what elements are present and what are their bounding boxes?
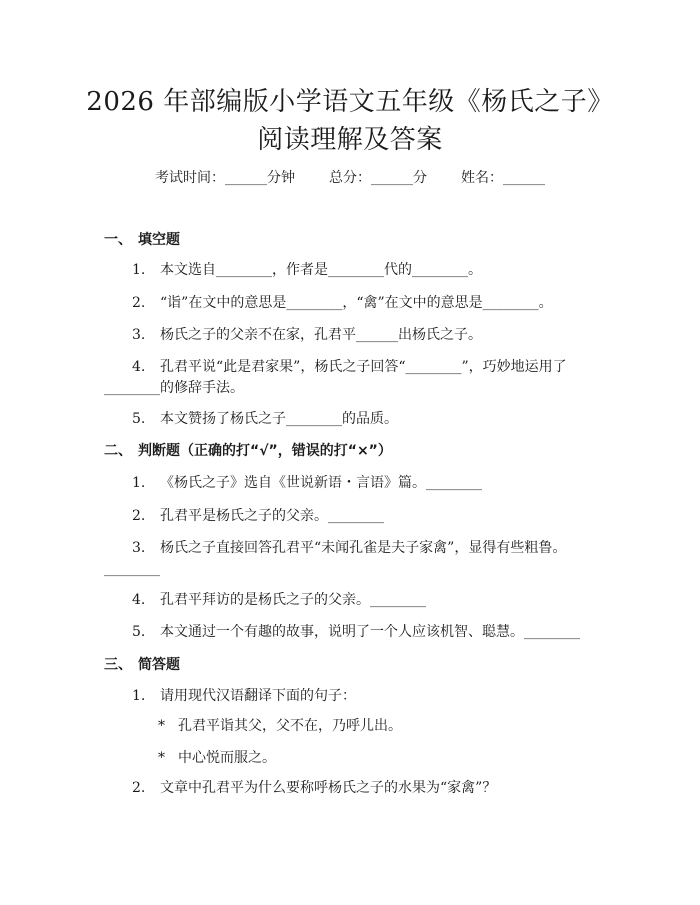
exam-score: 总分：______分 — [329, 170, 427, 186]
page-title-line-2: 阅读理解及答案 — [257, 125, 443, 155]
question-text: 请用现代汉语翻译下面的句子： — [160, 688, 356, 704]
question-number: 4. — [132, 359, 146, 375]
question-text: 杨氏之子直接回答孔君平“未闻孔雀是夫子家禽”，显得有些粗鲁。 — [160, 540, 567, 556]
section-number: 三、 — [104, 657, 132, 673]
section-number: 二、 — [104, 443, 132, 459]
question-text: 孔君平是杨氏之子的父亲。________ — [160, 508, 384, 524]
question-text: 孔君平说“此是君家果”，杨氏之子回答“________”，巧妙地运用了 — [160, 359, 567, 375]
question-number: 4. — [132, 592, 146, 608]
question-text: “诣”在文中的意思是________，“禽”在文中的意思是________。 — [160, 295, 553, 311]
section-heading-short-answer — [104, 655, 180, 675]
short-question-2 — [132, 778, 497, 841]
question-number: 2. — [132, 780, 146, 796]
question-text: 本文赞扬了杨氏之子________的品质。 — [160, 411, 398, 427]
bullet-text: 孔君平诣其父，父不在，乃呼儿出。 — [178, 718, 402, 734]
bullet-marker: * — [158, 718, 165, 734]
bullet-text: 中心悦而服之。 — [178, 750, 276, 766]
question-number: 5. — [132, 411, 146, 427]
bullet-marker: * — [158, 750, 165, 766]
section-heading-fill — [104, 230, 180, 250]
section-heading-judge — [104, 441, 392, 461]
question-number: 5. — [132, 624, 146, 640]
exam-meta — [0, 168, 700, 188]
question-number: 1. — [132, 262, 146, 278]
question-number: 2. — [132, 295, 146, 311]
page-title-line-1: 2026 年部编版小学语文五年级《杨氏之子》 — [86, 87, 614, 117]
question-text: 本文通过一个有趣的故事，说明了一个人应该机智、聪慧。________ — [160, 624, 580, 640]
question-number: 1. — [132, 475, 146, 491]
section-title: 判断题（正确的打“√”，错误的打“×”） — [138, 443, 392, 459]
student-name: 姓名：______ — [461, 170, 545, 186]
question-number: 3. — [132, 540, 146, 556]
question-text: 本文选自________，作者是________代的________。 — [160, 262, 482, 278]
question-text: 《杨氏之子》选自《世说新语・言语》篇。________ — [160, 475, 482, 491]
question-number: 2. — [132, 508, 146, 524]
question-number: 3. — [132, 327, 146, 343]
section-title: 简答题 — [138, 657, 180, 673]
fill-question-4-continued: ________的修辞手法。 — [104, 380, 244, 396]
question-number: 1. — [132, 688, 146, 704]
question-text: 文章中孔君平为什么要称呼杨氏之子的水果为“家禽”？ — [160, 780, 497, 796]
question-text: 孔君平拜访的是杨氏之子的父亲。________ — [160, 592, 426, 608]
question-text: 杨氏之子的父亲不在家，孔君平______出杨氏之子。 — [160, 327, 482, 343]
judge-question-3-continued: ________ — [104, 561, 160, 577]
section-title: 填空题 — [138, 232, 180, 248]
section-number: 一、 — [104, 232, 132, 248]
exam-time: 考试时间：______分钟 — [155, 170, 295, 186]
